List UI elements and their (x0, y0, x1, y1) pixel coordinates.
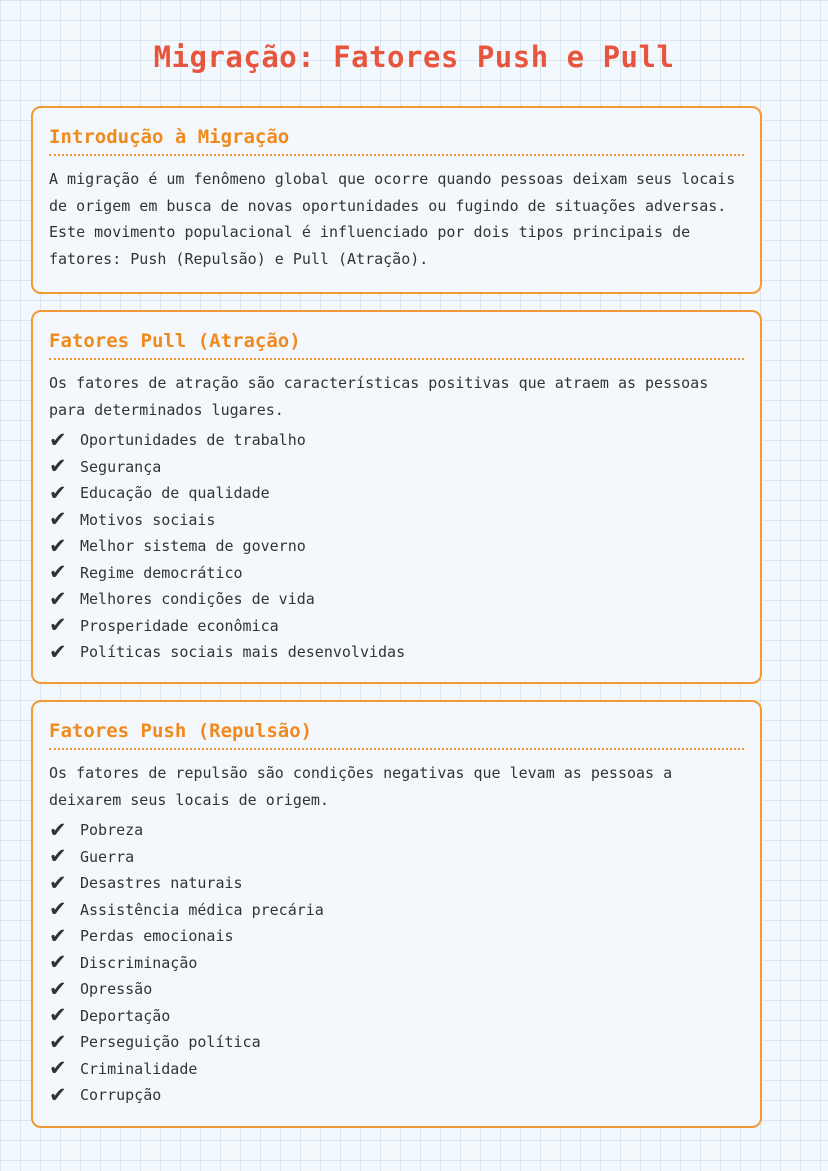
list-item (49, 923, 744, 950)
check-icon: ✔ (49, 1082, 67, 1107)
check-icon: ✔ (49, 533, 67, 558)
check-icon: ✔ (49, 1029, 67, 1054)
check-icon: ✔ (49, 844, 67, 869)
push-factors-card (31, 700, 762, 1128)
check-icon: ✔ (49, 1056, 67, 1081)
list-item (49, 639, 744, 666)
check-icon: ✔ (49, 427, 67, 452)
list-item (49, 1003, 744, 1030)
list-item-label: Discriminação (80, 953, 198, 972)
check-icon: ✔ (49, 586, 67, 611)
push-factors-list (49, 817, 744, 1109)
check-icon: ✔ (49, 639, 67, 664)
page-title: Migração: Fatores Push e Pull (153, 40, 675, 74)
list-item (49, 1082, 744, 1109)
list-item-label: Guerra (80, 847, 135, 866)
list-item-label: Motivos sociais (80, 510, 216, 529)
list-item-label: Criminalidade (80, 1059, 198, 1078)
list-item-label: Desastres naturais (80, 874, 243, 893)
list-item (49, 897, 744, 924)
list-item-label: Pobreza (80, 821, 144, 840)
check-icon: ✔ (49, 1003, 67, 1028)
check-icon: ✔ (49, 976, 67, 1001)
list-item-label: Perdas emocionais (80, 927, 234, 946)
check-icon: ✔ (49, 870, 67, 895)
check-icon: ✔ (49, 897, 67, 922)
list-item (49, 817, 744, 844)
intro-text: A migração é um fenômeno global que ocorre quando pessoas deixam seus locais de origem em busca de novas oportunidades ou fugindo de situações adversas. Este movimento populacional é influenciado por dois tipos principais de fatores: Push (Repulsão) e Pull (Atração). (49, 170, 736, 268)
push-description: Os fatores de repulsão são condições negativas que levam as pessoas a deixarem seus locais de origem. (49, 764, 673, 809)
list-item (49, 976, 744, 1003)
check-icon: ✔ (49, 950, 67, 975)
list-item-label: Opressão (80, 980, 153, 999)
list-item (49, 586, 744, 613)
pull-factors-card (31, 310, 762, 684)
check-icon: ✔ (49, 613, 67, 638)
pull-heading: Fatores Pull (Atração) (49, 330, 744, 360)
list-item (49, 950, 744, 977)
check-icon: ✔ (49, 817, 67, 842)
list-item-label: Perseguição política (80, 1033, 261, 1052)
intro-card (31, 106, 762, 294)
check-icon: ✔ (49, 560, 67, 585)
list-item (49, 454, 744, 481)
check-icon: ✔ (49, 454, 67, 479)
check-icon: ✔ (49, 923, 67, 948)
list-item (49, 1029, 744, 1056)
list-item-label: Segurança (80, 457, 162, 476)
list-item (49, 507, 744, 534)
list-item (49, 533, 744, 560)
list-item (49, 560, 744, 587)
pull-description: Os fatores de atração são características positivas que atraem as pessoas para determinados lugares. (49, 374, 709, 419)
check-icon: ✔ (49, 507, 67, 532)
list-item-label: Educação de qualidade (80, 484, 270, 503)
list-item-label: Melhor sistema de governo (80, 537, 306, 556)
list-item (49, 844, 744, 871)
list-item-label: Corrupção (80, 1086, 162, 1105)
list-item-label: Prosperidade econômica (80, 616, 279, 635)
list-item-label: Deportação (80, 1006, 171, 1025)
list-item-label: Oportunidades de trabalho (80, 431, 306, 450)
check-icon: ✔ (49, 480, 67, 505)
list-item-label: Assistência médica precária (80, 900, 324, 919)
pull-factors-list (49, 427, 744, 666)
list-item (49, 480, 744, 507)
list-item-label: Melhores condições de vida (80, 590, 315, 609)
list-item-label: Políticas sociais mais desenvolvidas (80, 643, 406, 662)
list-item (49, 613, 744, 640)
list-item-label: Regime democrático (80, 563, 243, 582)
list-item (49, 1056, 744, 1083)
push-heading: Fatores Push (Repulsão) (49, 720, 744, 750)
list-item (49, 870, 744, 897)
list-item (49, 427, 744, 454)
intro-heading: Introdução à Migração (49, 126, 744, 156)
